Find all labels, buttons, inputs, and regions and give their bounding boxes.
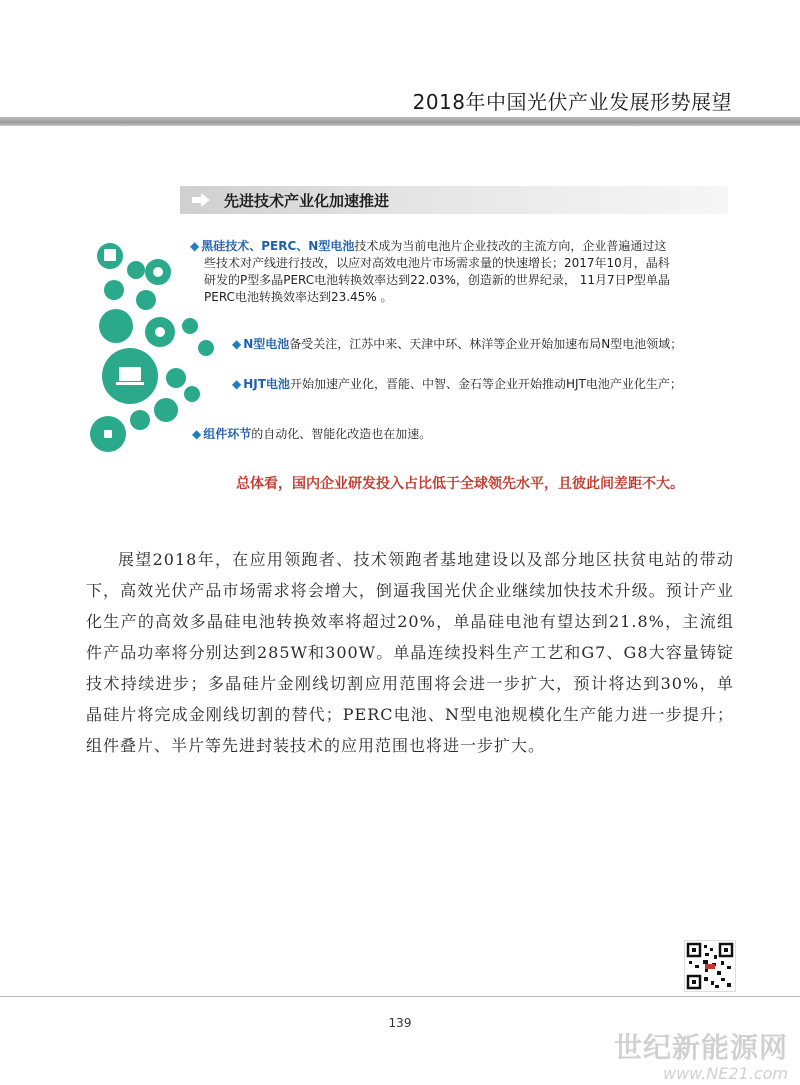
section-title: 先进技术产业化加速推进 bbox=[224, 191, 390, 210]
bullet-key: HJT电池 bbox=[243, 377, 290, 391]
bullet-key: 组件环节 bbox=[203, 427, 252, 441]
bullet-text: 开始加速产业化，晋能、中智、金石等企业开始推动HJT电池产业化生产； bbox=[289, 377, 682, 391]
summary-statement: 总体看，国内企业研发投入占比低于全球领先水平，且彼此间差距不大。 bbox=[236, 476, 684, 492]
diamond-bullet-icon: ◆ bbox=[192, 427, 202, 441]
section-banner bbox=[180, 186, 728, 214]
diamond-bullet-icon: ◆ bbox=[190, 239, 200, 253]
bullet-item-n-type bbox=[232, 336, 732, 353]
bullet-text-line: 些技术对产线进行技改，以应对高效电池片市场需求量的快速增长；2017年10月，晶科 bbox=[204, 256, 670, 270]
header-bar bbox=[0, 117, 800, 126]
bullet-item-black-silicon bbox=[190, 238, 730, 306]
bullet-key: 黑硅技术、PERC、N型电池 bbox=[201, 239, 355, 253]
bullet-text: 的自动化、智能化改造也在加速。 bbox=[251, 427, 432, 441]
body-paragraph: 展望2018年，在应用领跑者、技术领跑者基地建设以及部分地区扶贫电站的带动下，高效光伏产品市场需求将会增大，倒逼我国光伏企业继续加快技术升级。预计产业化生产的高效多晶硅电池转换效率将超过20%，单晶硅电池有望达到21.8%，主流组件产品功率将分别达到285W和300W。单晶连续投料生产工艺和G7、G8大容量铸锭技术持续进步；多晶硅片金刚线切割应用范围将会进一步扩大，预计将达到30%，单晶硅片将完成金刚线切割的替代；PERC电池、N型电池规模化生产能力进一步提升；组件叠片、半片等先进封装技术的应用范围也将进一步扩大。 bbox=[86, 550, 734, 755]
bullet-item-module bbox=[192, 426, 692, 443]
diamond-bullet-icon: ◆ bbox=[232, 377, 242, 391]
bullet-key: N型电池 bbox=[243, 337, 290, 351]
watermark-text: 世纪新能源网 bbox=[613, 1031, 788, 1064]
bullet-text: 技术成为当前电池片企业技改的主流方向，企业普遍通过这 bbox=[354, 239, 667, 253]
watermark bbox=[614, 1026, 788, 1083]
page-header-title: 2018年中国光伏产业发展形势展望 bbox=[412, 90, 732, 114]
page-number: 139 bbox=[388, 1016, 412, 1030]
bullet-item-hjt bbox=[232, 376, 732, 393]
watermark-url: www.NE21.com bbox=[662, 1064, 788, 1083]
bullet-text: 备受关注，江苏中来、天津中环、林洋等企业开始加速布局N型电池领域； bbox=[289, 337, 683, 351]
arrow-right-icon bbox=[190, 191, 212, 209]
qr-code-icon bbox=[684, 940, 736, 992]
bullet-text-line: 研发的P型多晶PERC电池转换效率达到22.03%，创造新的世界纪录， 11月7日P型单晶 bbox=[204, 273, 670, 287]
footer-divider bbox=[0, 996, 800, 997]
bullet-text-line: PERC电池转换效率达到23.45% 。 bbox=[204, 290, 393, 304]
diamond-bullet-icon: ◆ bbox=[232, 337, 242, 351]
